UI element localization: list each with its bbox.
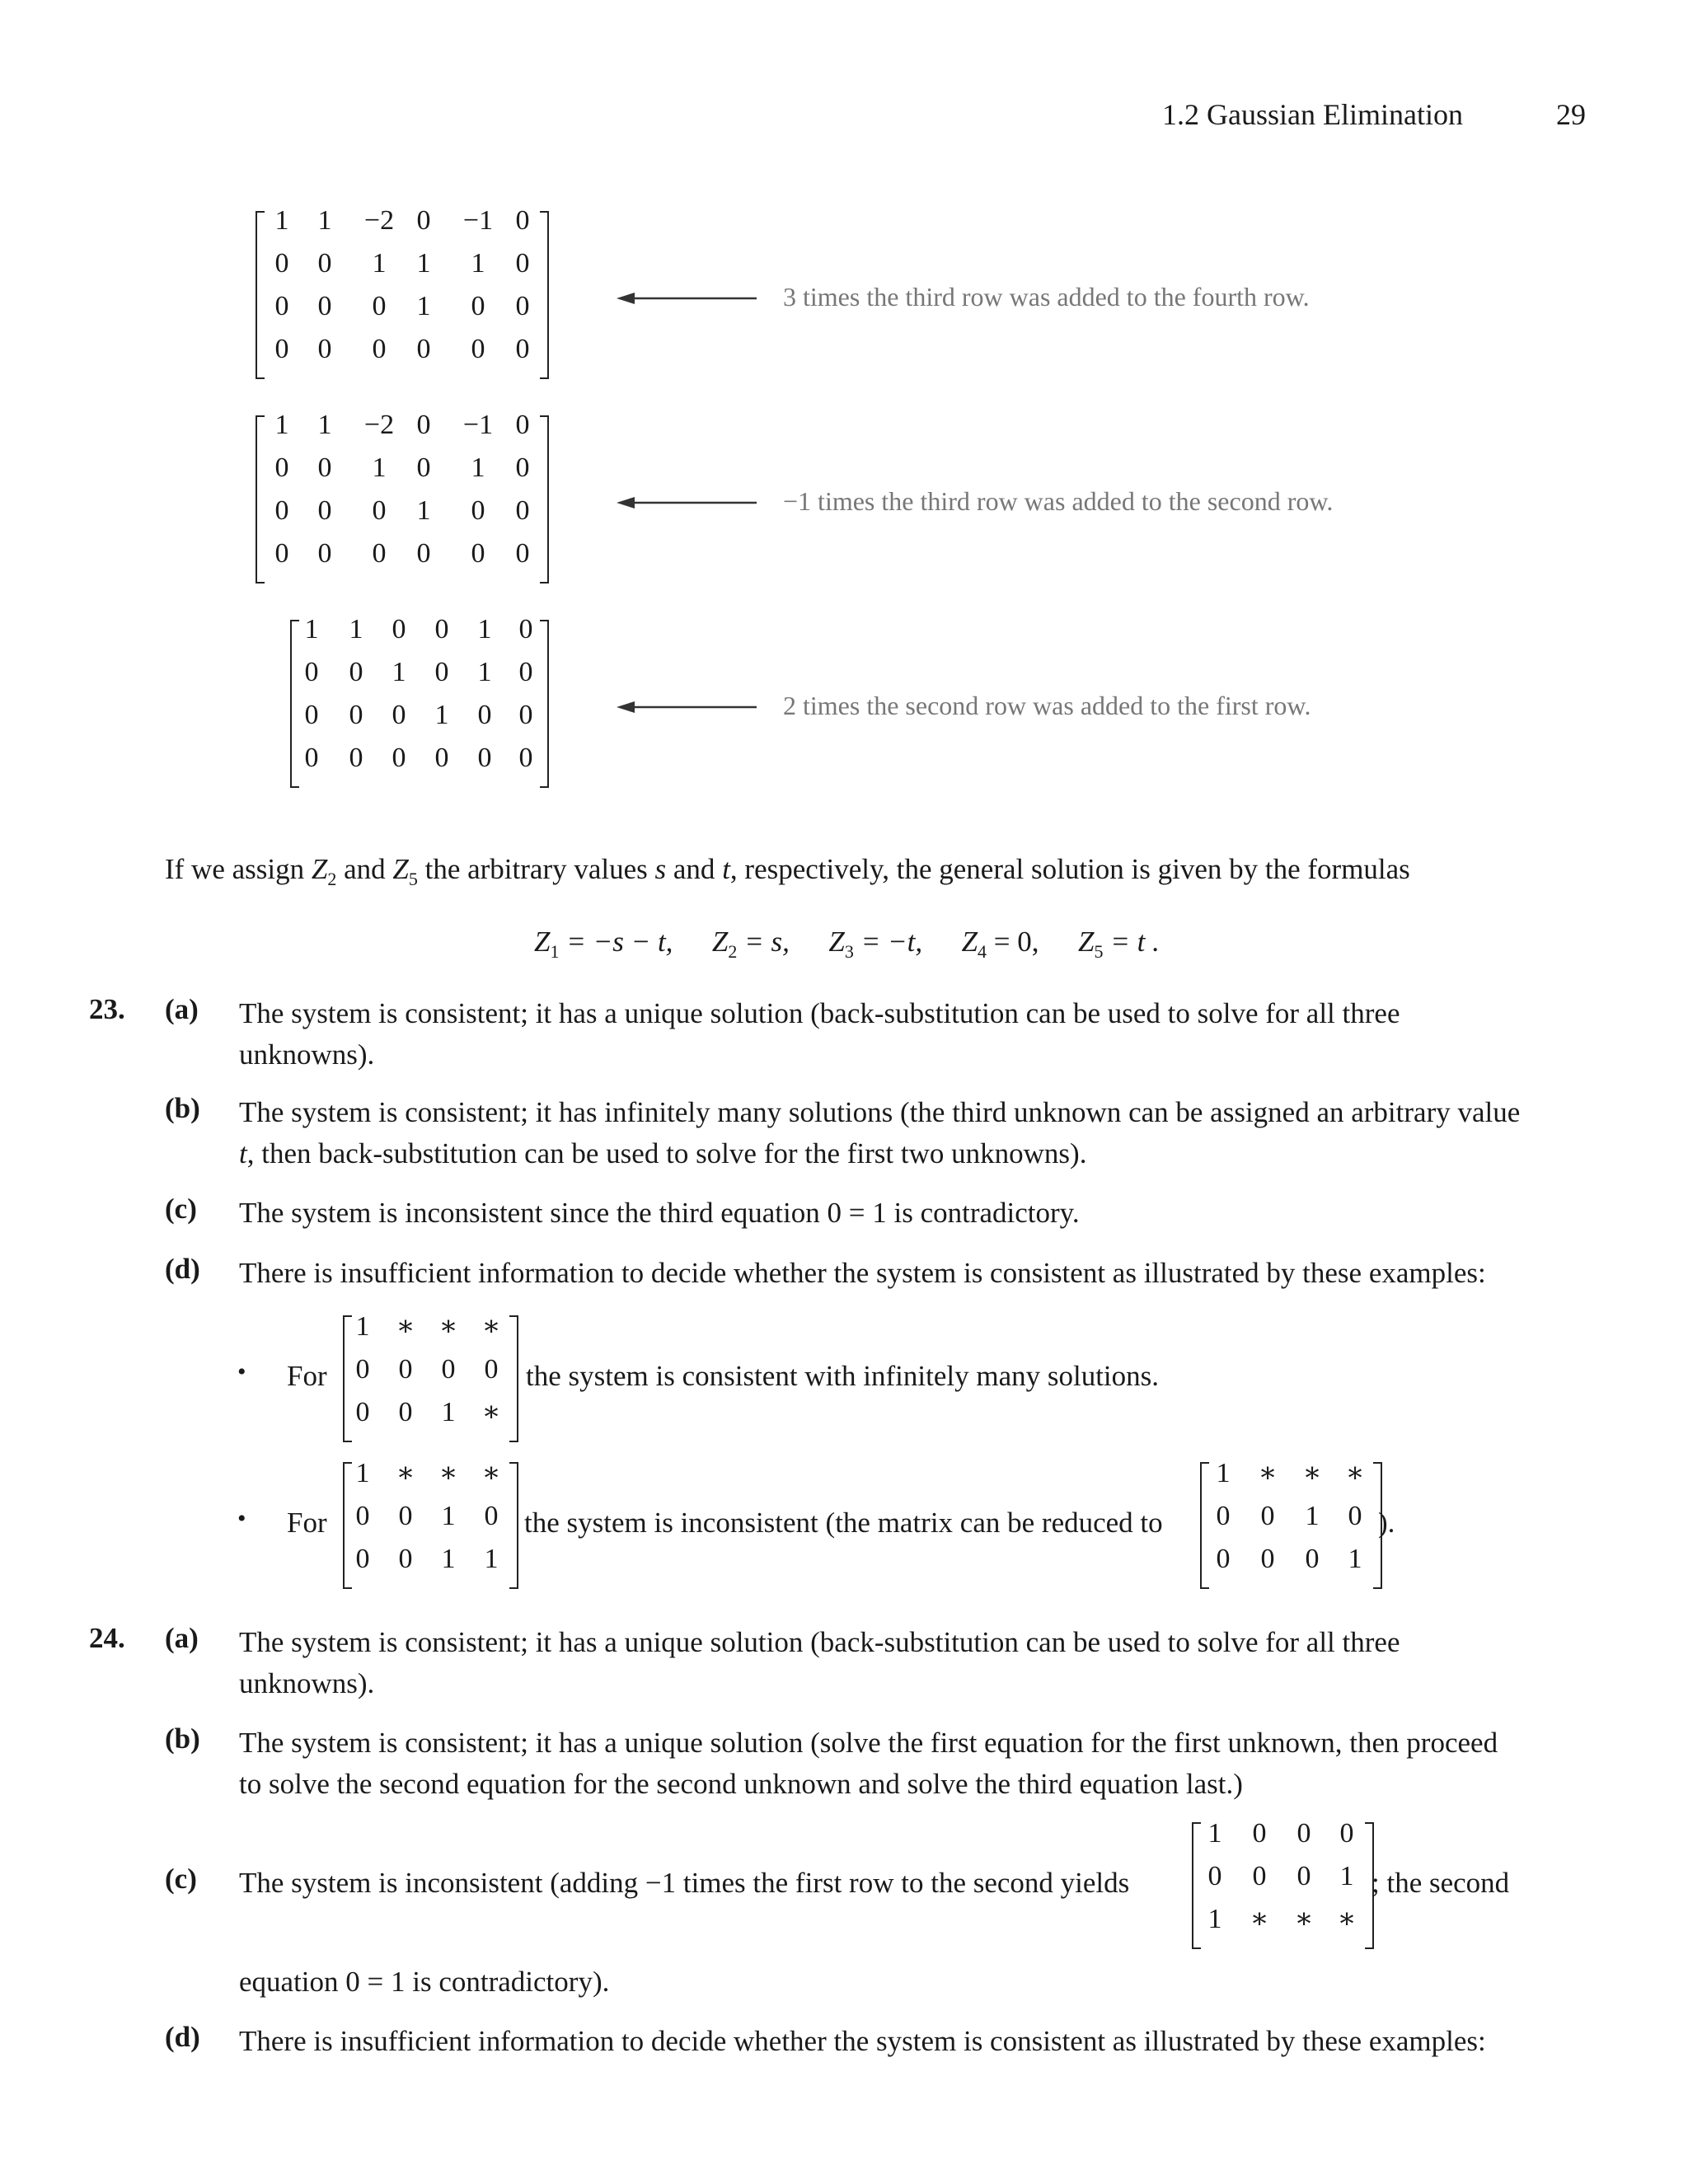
matrix-cell: 0 <box>477 700 492 730</box>
formula-expr: = 0, <box>987 926 1039 958</box>
matrix-cell: 0 <box>355 1544 370 1574</box>
formula-var: Z <box>534 926 551 958</box>
matrix-cell: 0 <box>515 248 530 279</box>
matrix-cell: 0 <box>317 334 332 364</box>
matrix-cell: 1 <box>477 614 492 644</box>
subscript: 2 <box>327 869 337 889</box>
answer-24b-line1: The system is consistent; it has a unique solution (solve the first equation for the first unknown, then proceed <box>239 1727 1498 1759</box>
matrix-cell: 1 <box>434 700 449 730</box>
formula-var: Z <box>1078 926 1095 958</box>
matrix-cell: 0 <box>274 334 289 364</box>
matrix-cell: 0 <box>477 743 492 773</box>
matrix-cell: 0 <box>434 743 449 773</box>
matrix-cell: 0 <box>1296 1818 1311 1849</box>
matrix-cell: −2 <box>363 410 395 440</box>
formula-var: Z <box>961 926 978 958</box>
matrix-cell: −1 <box>462 205 494 236</box>
matrix-cell: ∗ <box>1258 1458 1278 1488</box>
matrix-cell: 0 <box>392 700 406 730</box>
matrix-cell: 0 <box>515 538 530 569</box>
answer-23a-line1: The system is consistent; it has a unique solution (back-substitution can be used to solve for all three <box>239 997 1400 1029</box>
part-label-23c: (c) <box>165 1193 197 1225</box>
matrix-cell: 0 <box>1260 1501 1275 1531</box>
matrix-cell: 0 <box>518 700 533 730</box>
bullet-icon: • <box>237 1358 246 1385</box>
part-label-23a: (a) <box>165 993 199 1025</box>
matrix-cell: 0 <box>1207 1861 1222 1891</box>
matrix-cell: 1 <box>441 1501 456 1531</box>
var-z2: Z <box>311 853 328 885</box>
matrix-cell: 0 <box>317 495 332 526</box>
answer-23d: There is insufficient information to decide whether the system is consistent as illustrated by these examples: <box>239 1257 1486 1289</box>
answer-24c-tail: ; the second <box>1372 1867 1510 1899</box>
matrix-cell: ∗ <box>438 1311 458 1342</box>
matrix-cell: 1 <box>1207 1818 1222 1849</box>
matrix-cell: 0 <box>392 614 406 644</box>
subscript: 3 <box>844 941 854 962</box>
var-t: t <box>722 853 730 885</box>
var-z5: Z <box>392 853 409 885</box>
matrix-cell: 0 <box>355 1501 370 1531</box>
matrix-cell: 1 <box>355 1458 370 1488</box>
matrix-cell: 1 <box>477 657 492 687</box>
matrix-cell: 0 <box>1252 1818 1267 1849</box>
answer-23a-line2: unknowns). <box>239 1038 375 1071</box>
matrix-cell: 0 <box>518 657 533 687</box>
matrix-cell: 0 <box>304 700 319 730</box>
left-arrow-icon <box>617 699 757 715</box>
matrix-cell: ∗ <box>481 1397 501 1427</box>
bullet-icon: • <box>237 1505 246 1532</box>
answer-23b-line1: The system is consistent; it has infinitely many solutions (the third unknown can be assigned an arbitrary value <box>239 1096 1521 1128</box>
matrix-cell: ∗ <box>1294 1904 1314 1934</box>
matrix-cell: 0 <box>274 291 289 321</box>
matrix-cell: 0 <box>441 1354 456 1385</box>
problem-number-23: 23. <box>89 993 125 1025</box>
section-title: 1.2 Gaussian Elimination <box>1162 98 1463 131</box>
subscript: 2 <box>728 941 738 962</box>
matrix-cell: 0 <box>1260 1544 1275 1574</box>
answer-24b-line2: to solve the second equation for the second unknown and solve the third equation last.) <box>239 1768 1243 1800</box>
matrix-cell: 1 <box>1305 1501 1320 1531</box>
matrix-cell: 0 <box>416 452 431 483</box>
answer-24c: The system is inconsistent (adding −1 times the first row to the second yields <box>239 1867 1130 1899</box>
matrix-cell: ∗ <box>1337 1904 1357 1934</box>
matrix-cell: 0 <box>518 743 533 773</box>
matrix-cell: 0 <box>349 657 363 687</box>
matrix-cell: 0 <box>372 495 387 526</box>
matrix-cell: 0 <box>518 614 533 644</box>
matrix-cell: ∗ <box>396 1311 415 1342</box>
answer-23b-line2 <box>239 1133 1086 1174</box>
page-number: 29 <box>1556 98 1586 131</box>
matrix-cell: 0 <box>355 1397 370 1427</box>
matrix-cell: 0 <box>349 743 363 773</box>
matrix-cell: 0 <box>398 1544 413 1574</box>
matrix-cell: 0 <box>515 410 530 440</box>
matrix-cell: 0 <box>484 1354 499 1385</box>
matrix-cell: 0 <box>372 334 387 364</box>
matrix-cell: 0 <box>274 538 289 569</box>
general-solution-formula <box>534 921 1160 972</box>
matrix-cell: 1 <box>1207 1904 1222 1934</box>
matrix-cell: 0 <box>1305 1544 1320 1574</box>
assign-text: and <box>336 853 393 885</box>
var-t: t <box>239 1137 247 1169</box>
matrix-cell: 0 <box>398 1354 413 1385</box>
answer-24a-line2: unknowns). <box>239 1667 375 1699</box>
matrix-cell: 0 <box>372 538 387 569</box>
formula-var: Z <box>711 926 729 958</box>
step-note: 2 times the second row was added to the first row. <box>783 691 1311 720</box>
matrix-cell: ∗ <box>481 1458 501 1488</box>
formula-expr: = −s − t, <box>559 926 673 958</box>
matrix-cell: 1 <box>392 657 406 687</box>
matrix-cell: 0 <box>515 334 530 364</box>
answer-24c-line2: equation 0 = 1 is contradictory). <box>239 1966 610 1998</box>
part-label-23b: (b) <box>165 1092 200 1124</box>
matrix-cell: 0 <box>416 205 431 236</box>
matrix-cell: 0 <box>471 538 485 569</box>
step-note: −1 times the third row was added to the second row. <box>783 486 1334 516</box>
matrix-cell: 1 <box>274 205 289 236</box>
matrix-cell: 0 <box>1339 1818 1354 1849</box>
bullet-1-text: the system is consistent with infinitely many solutions. <box>526 1360 1160 1392</box>
matrix-cell: 1 <box>441 1397 456 1427</box>
left-arrow-icon <box>617 494 757 511</box>
matrix-cell: 0 <box>434 614 449 644</box>
part-label-23d: (d) <box>165 1253 200 1285</box>
matrix-cell: 0 <box>304 657 319 687</box>
assign-text: and <box>666 853 723 885</box>
matrix-cell: ∗ <box>396 1458 415 1488</box>
matrix-cell: 0 <box>515 291 530 321</box>
for-label: For <box>287 1507 327 1539</box>
matrix-cell: 0 <box>349 700 363 730</box>
bullet-2-tail: ). <box>1378 1507 1395 1539</box>
matrix-cell: 0 <box>398 1501 413 1531</box>
assign-text: the arbitrary values <box>417 853 655 885</box>
assign-text: If we assign <box>165 853 312 885</box>
matrix-cell: ∗ <box>481 1311 501 1342</box>
matrix-cell: 1 <box>441 1544 456 1574</box>
matrix-cell: 1 <box>304 614 319 644</box>
matrix-cell: 1 <box>471 452 485 483</box>
part-label-24d: (d) <box>165 2021 200 2053</box>
matrix-cell: ∗ <box>438 1458 458 1488</box>
matrix-cell: 1 <box>372 452 387 483</box>
answer-24d: There is insufficient information to decide whether the system is consistent as illustrated by these examples: <box>239 2025 1486 2057</box>
left-arrow-icon <box>617 290 757 307</box>
matrix-cell: −1 <box>462 410 494 440</box>
matrix-cell: −2 <box>363 205 395 236</box>
matrix-cell: 0 <box>416 410 431 440</box>
matrix-cell: 1 <box>317 205 332 236</box>
subscript: 1 <box>550 941 560 962</box>
subscript: 5 <box>408 869 418 889</box>
matrix-cell: 0 <box>274 495 289 526</box>
matrix-cell: 0 <box>372 291 387 321</box>
matrix-cell: 0 <box>317 452 332 483</box>
matrix-cell: 0 <box>1216 1501 1231 1531</box>
matrix-cell: 1 <box>1216 1458 1231 1488</box>
assign-sentence <box>165 849 1410 900</box>
matrix-cell: 1 <box>416 495 431 526</box>
matrix-cell: 0 <box>471 334 485 364</box>
matrix-cell: 0 <box>1252 1861 1267 1891</box>
matrix-cell: 1 <box>416 248 431 279</box>
matrix-cell: 1 <box>484 1544 499 1574</box>
matrix-cell: 0 <box>392 743 406 773</box>
formula-var: Z <box>828 926 845 958</box>
matrix-cell: ∗ <box>1302 1458 1322 1488</box>
subscript: 5 <box>1094 941 1104 962</box>
matrix-cell: 0 <box>515 205 530 236</box>
answer-text: , then back-substitution can be used to solve for the first two unknowns). <box>246 1137 1087 1169</box>
problem-number-24: 24. <box>89 1622 125 1654</box>
matrix-cell: 0 <box>434 657 449 687</box>
part-label-24c: (c) <box>165 1863 197 1895</box>
formula-expr: = t . <box>1103 926 1160 958</box>
matrix-cell: 0 <box>1348 1501 1362 1531</box>
matrix-cell: 0 <box>317 538 332 569</box>
matrix-cell: 1 <box>317 410 332 440</box>
matrix-cell: 0 <box>398 1397 413 1427</box>
formula-expr: = −t, <box>853 926 923 958</box>
matrix-cell: 0 <box>1296 1861 1311 1891</box>
matrix-cell: 0 <box>317 291 332 321</box>
formula-expr: = s, <box>737 926 790 958</box>
matrix-cell: 1 <box>274 410 289 440</box>
matrix-cell: 0 <box>355 1354 370 1385</box>
matrix-cell: 1 <box>372 248 387 279</box>
answer-24a-line1: The system is consistent; it has a unique solution (back-substitution can be used to solve for all three <box>239 1626 1400 1658</box>
matrix-cell: 0 <box>484 1501 499 1531</box>
matrix-cell: 0 <box>1216 1544 1231 1574</box>
matrix-cell: 1 <box>349 614 363 644</box>
matrix-cell: 1 <box>1348 1544 1362 1574</box>
answer-23c: The system is inconsistent since the third equation 0 = 1 is contradictory. <box>239 1197 1080 1229</box>
matrix-cell: 0 <box>274 248 289 279</box>
matrix-cell: 1 <box>416 291 431 321</box>
matrix-cell: 0 <box>515 495 530 526</box>
matrix-cell: 0 <box>471 291 485 321</box>
assign-text: , respectively, the general solution is given by the formulas <box>729 853 1410 885</box>
matrix-cell: 1 <box>355 1311 370 1342</box>
part-label-24b: (b) <box>165 1722 200 1755</box>
matrix-cell: 0 <box>515 452 530 483</box>
var-s: s <box>654 853 667 885</box>
matrix-cell: ∗ <box>1345 1458 1365 1488</box>
step-note: 3 times the third row was added to the fourth row. <box>783 282 1310 312</box>
matrix-cell: 0 <box>304 743 319 773</box>
part-label-24a: (a) <box>165 1622 199 1654</box>
bullet-2-text: the system is inconsistent (the matrix can be reduced to <box>524 1507 1163 1539</box>
matrix-cell: ∗ <box>1250 1904 1269 1934</box>
matrix-cell: 0 <box>416 538 431 569</box>
matrix-cell: 1 <box>1339 1861 1354 1891</box>
matrix-cell: 0 <box>274 452 289 483</box>
subscript: 4 <box>978 941 987 962</box>
matrix-cell: 0 <box>317 248 332 279</box>
matrix-cell: 0 <box>471 495 485 526</box>
for-label: For <box>287 1360 327 1392</box>
matrix-cell: 0 <box>416 334 431 364</box>
matrix-cell: 1 <box>471 248 485 279</box>
